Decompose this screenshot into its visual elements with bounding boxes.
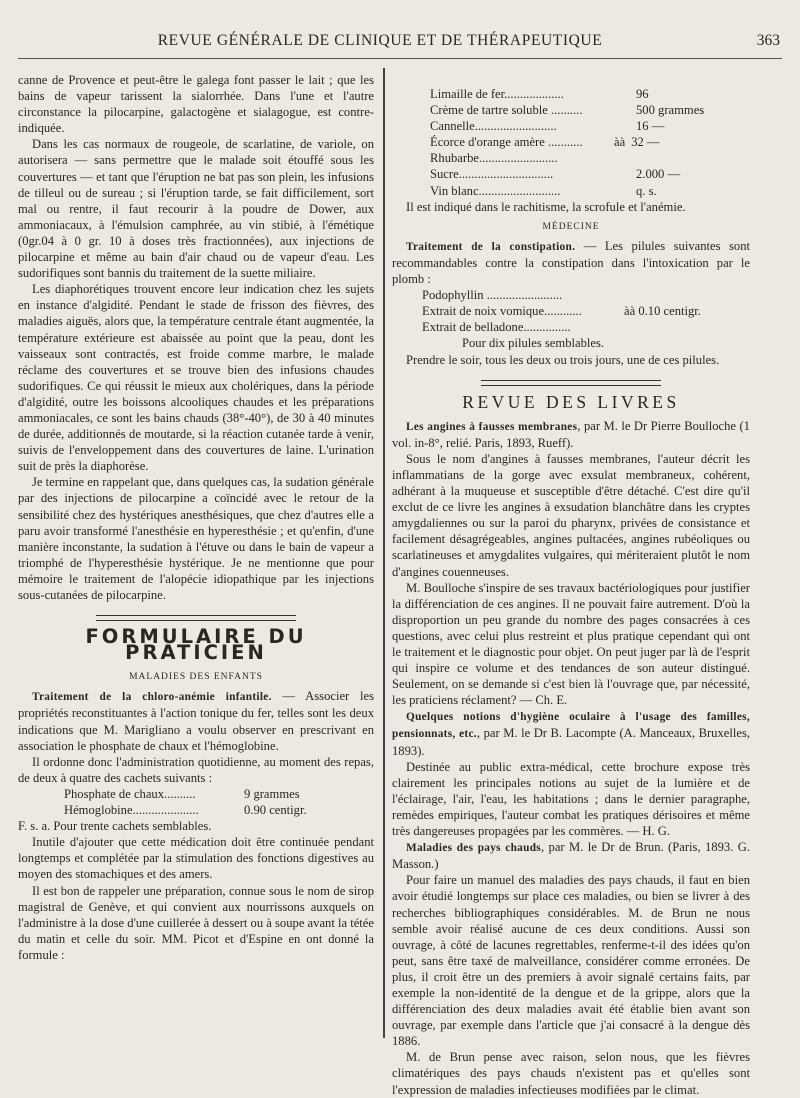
page-number: 363 — [756, 32, 780, 49]
formula-row — [430, 118, 750, 134]
recipe-row — [64, 786, 374, 802]
formula-row — [430, 134, 750, 150]
book-title: Quelques notions d'hygiène oculaire à l'usage des familles, pensionnats, etc. — [392, 711, 750, 741]
lead-title: Traitement de la chloro-anémie infantile. — [32, 691, 272, 704]
book-entry — [392, 418, 750, 451]
book-title: Maladies des pays chauds — [406, 842, 541, 855]
book-citation: , par M. le Dr de Brun. (Paris, 1893. G. Masson.) — [392, 840, 750, 872]
formula-ingredient: Limaille de fer................... — [430, 87, 564, 101]
paragraph — [18, 688, 374, 753]
formula-ingredient: Vin blanc.......................... — [430, 183, 561, 198]
formula-ingredient: Crème de tartre soluble .......... — [430, 103, 583, 118]
lead-text: — Les pilules suivantes sont recommandables contre la constipation dans l'intoxication par le plomb : — [392, 238, 750, 287]
lead-text: — Associer les propriétés reconstituantes à l'action tonique du fer, telles sont les deux indications que M. Marigliano a voulu observer en prescrivant en association le phosphate de chaux et l'hémoglobine. — [18, 689, 375, 753]
paragraph: Je termine en rappelant que, dans quelques cas, la sudation générale par des injections de pilocarpine a coïncidé avec le retour de la sensibilité chez des hystériques anesthésiques, que chez d'autres elle a paru avoir transformé l'anesthésie en hyperesthésie ; et qu'enfin, d'une manière inconstante, la sudation à l'étuve ou dans le bain de vapeur a triomphé de l'hyperesthésie hystérique. Je ne mentionne que pour mémoire le traitement de l'alopécie idiopathique par les injections sous-cutanées de pilocarpine. — [18, 475, 374, 602]
formula-row — [430, 166, 750, 182]
formula-quantity: 32 — — [631, 135, 660, 150]
left-column — [18, 72, 374, 963]
brace-label: àà — [614, 135, 626, 150]
pill-row — [422, 287, 750, 303]
lead-title: Traitement de la constipation. — [406, 240, 576, 253]
paragraph: canne de Provence et peut-être le galega font passer le lait ; que les bains de vapeur tarissent la sialorrhée. Dans l'une et l'autre circonstance la pilocarpine, galactogène et sialagogue, est contre-indiquée. — [18, 73, 374, 136]
subsection-heading: MALADIES DES ENFANTS — [129, 672, 263, 683]
pill-row — [422, 319, 750, 335]
formula-ingredient: Cannelle.......................... — [430, 119, 557, 134]
column-divider — [383, 68, 385, 1038]
formula-row — [430, 86, 750, 102]
formula-ingredient: Rhubarbe......................... — [430, 151, 558, 166]
paragraph: Il ordonne donc l'administration quotidienne, au moment des repas, de deux à quatre des cachets suivants : — [18, 754, 374, 785]
formula-quantity: 96 — [636, 87, 649, 101]
pill-ingredient: Extrait de noix vomique............ — [422, 304, 582, 319]
paragraph: Prendre le soir, tous les deux ou trois jours, une de ces pilules. — [406, 352, 720, 367]
paragraph: M. de Brun pense avec raison, selon nous, que les fièvres climatériques des pays chauds n'existent pas et qu'elles sont l'expression de maladies infectieuses modifiées par le climat. — [392, 1050, 750, 1097]
recipe-note: F. s. a. Pour trente cachets semblables. — [18, 819, 212, 834]
paragraph: Dans les cas normaux de rougeole, de scarlatine, de variole, on autorisera — sans permettre que le malade soit étouffé sous les couvertures — et tant que l'éruption ne bat pas son plein, les infusions de tilleul ou de sureau ; si l'éruption tarde, se fait difficilement, sort mal ou rentre, il faut recourir à la poudre de Dower, aux ammoniacaux, à l'émulsion camphrée, au vin stibié, à l'émétique (0gr.04 à 0 gr. 10 à doses très fractionnées), aux injections de pilocarpine et même au bain d'air chaud ou de vapeur d'eau. Les sudorifiques sont bannis du traitement de la suette miliaire. — [18, 137, 374, 281]
pill-list — [422, 287, 750, 351]
section-rule — [96, 615, 296, 621]
paragraph: Destinée au public extra-médical, cette brochure expose très clairement les principales notions au sujet de la lumière et de l'éclairage, l'air, l'eau, les habitations ; dans le dernier paragraphe, remèdes empiriques, l'auteur combat les pratiques dérisoires et même très dangereuses propagées par les commères. — H. G. — [392, 759, 750, 839]
section-title: REVUE DES LIVRES — [462, 391, 680, 412]
paragraph: Les diaphorétiques trouvent encore leur indication chez les sujets en instance d'algidité. Pendant le stade de frisson des fièvres, des maladies aiguës, alors que, la température centrale étant augmentée, la température extérieure est abaissée au point que la peau, dont les vaisseaux sont contractés, est froide comme marbre, le malade réclame des couvertures et se trouve bien des infusions chaudes sudorifiques. Ce qui réussit le mieux aux cholériques, dans la période d'algidité, outre les boissons alcooliques chaudes et les préparations ammoniacales, ce sont les bains chauds (38°-40°), de 30 à 40 minutes de durée, additionnés de moutarde, si la réaction cutanée tarde à venir, suivis de l'enveloppement dans des couvertures de laine. L'urination suit de près la diaphorèse. — [18, 282, 374, 474]
recipe-ingredient: Hémoglobine..................... — [64, 803, 199, 818]
section-rule — [481, 380, 661, 386]
paragraph: Il est bon de rappeler une préparation, connue sous le nom de sirop magistral de Genève, et qui convient aux nourrissons auxquels on l'administre à la dose d'une cuillerée à dessert ou à soupe avant la tétée du matin et celle du soir. MM. Picot et d'Espine en ont donné la formule : — [18, 883, 374, 962]
recipe-list — [64, 786, 374, 818]
right-column — [392, 86, 750, 1098]
formula-quantity: 16 — — [636, 119, 665, 134]
formula-row — [430, 102, 750, 118]
running-header — [18, 30, 782, 59]
paragraph: Inutile d'ajouter que cette médication doit être continuée pendant longtemps et complétée par la stimulation des fonctions digestives au moyen des stomachiques et des amers. — [18, 835, 374, 882]
recipe-quantity: 0.90 centigr. — [244, 803, 307, 818]
paragraph: M. Boulloche s'inspire de ses travaux bactériologiques pour justifier la différenciation de ces angines. Il ne pouvait faire autrement. D'où la disproportion un peu grande du nombre des pages consacrées à ces questions, avec celui plus restreint et plus pratique cependant qui ont le traitement et le diagnostic pour objet. On peut juger par là de l'esprit qui inspire ce volume et des tendances de son auteur distingué. Seulement, on se demande si c'est bien là l'ouvrage que, par nécessité, les praticiens réclament? — Ch. E. — [392, 580, 750, 708]
formula-quantity: 2.000 — — [636, 167, 681, 182]
paragraph: Pour faire un manuel des maladies des pays chauds, il faut en bien avoir étudié longtemps sur place ces maladies, ou bien se livrer à des recherches bibliographiques considérables. M. de Brun ne nous semble avoir réalisé aucune de ces deux conditions. Aussi son ouvrage, à côté de lacunes regrettables, renferme-t-il des idées qu'on peut, sans être taxé de malveillance, considérer comme erronées. De plus, il croit être un des premiers à avoir signalé certains faits, par exemple la non-identité de la dengue et de la grippe, alors que la différenciation des deux maladies avait été établie bien avant son ouvrage, par exemple dans l'article que j'ai consacré à la dengue dès 1886. — [392, 873, 750, 1049]
recipe-row — [64, 802, 374, 818]
book-citation: , par M. le Dr Pierre Boulloche (1 vol. in-8°, relié. Paris, 1893, Rueff). — [392, 418, 750, 450]
paragraph: Sous le nom d'angines à fausses membranes, l'auteur décrit les inflammatians de la gorge avec exsulat membraneux, cohérent, adhérant à la muqueuse et susceptible d'être détaché. C'est dire qu'il exclut de ce livre les angines à exsudation blanchâtre dans les cryptes amygdaliennes ou sur la paroi du pharynx, privées de consistance et facilement désagrégeables, angines pultacées, angines rubéoliques ou scarlatineuses et amygdalites vulgaires, qui mériteraient plutôt le nom d'angines couenneuses. — [392, 451, 750, 579]
pill-row — [422, 303, 750, 319]
pill-ingredient: Extrait de belladone............... — [422, 320, 571, 335]
book-citation: , par M. le Dr B. Lacompte (A. Manceaux, Bruxelles, 1893). — [392, 726, 750, 758]
formula-quantity: q. s. — [636, 183, 657, 198]
formula-list — [430, 86, 750, 199]
book-title: Les angines à fausses membranes — [406, 420, 578, 433]
running-title: REVUE GÉNÉRALE DE CLINIQUE ET DE THÉRAPEUTIQUE — [157, 32, 603, 49]
paragraph: Il est indiqué dans le rachitisme, la scrofule et l'anémie. — [406, 199, 686, 214]
pill-quantity: àà 0.10 centigr. — [624, 304, 701, 319]
paragraph — [392, 238, 750, 287]
subsection-heading: MÉDECINE — [542, 221, 600, 232]
formula-row — [430, 183, 750, 199]
pill-note: Pour dix pilules semblables. — [462, 336, 605, 351]
formula-ingredient: Écorce d'orange amère ........... — [430, 135, 583, 150]
book-entry — [392, 839, 750, 872]
formula-ingredient: Sucre.............................. — [430, 167, 554, 182]
recipe-ingredient: Phosphate de chaux.......... — [64, 786, 196, 801]
formula-row — [430, 150, 750, 166]
pill-ingredient: Podophyllin ........................ — [422, 288, 563, 303]
section-title: FORMULAIRE DU PRATICIEN — [85, 625, 307, 665]
recipe-quantity: 9 grammes — [244, 786, 300, 801]
formula-quantity: 500 grammes — [636, 103, 705, 118]
book-entry — [392, 708, 750, 758]
